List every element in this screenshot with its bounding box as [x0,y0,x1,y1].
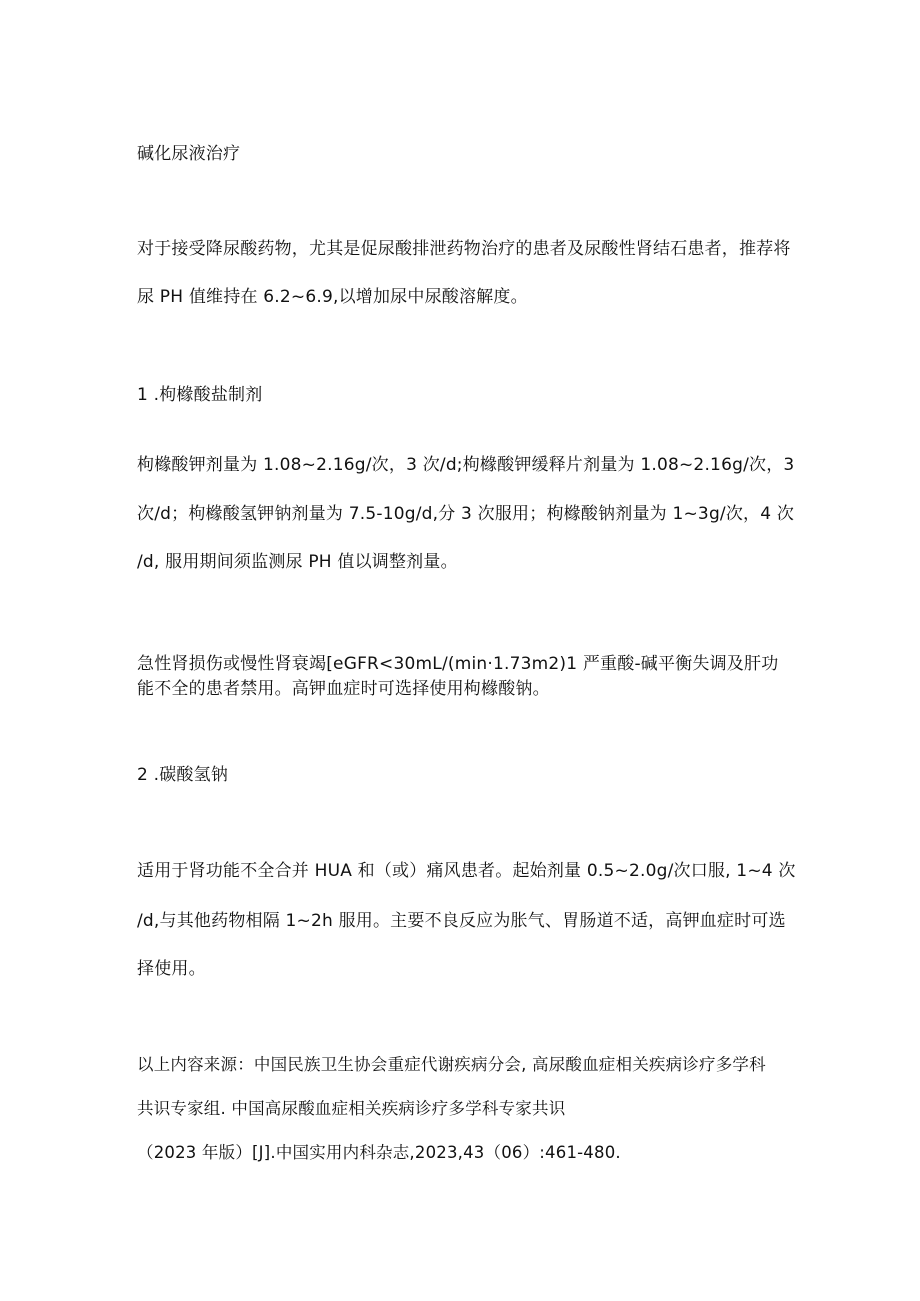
section-1-dosage-line-2: 次/d；枸橼酸氢钾钠剂量为 7.5-10g/d,分 3 次服用；枸橼酸钠剂量为 1~3g/次，4 次 [137,504,795,524]
section-2-body-line-1: 适用于肾功能不全合并 HUA 和（或）痛风患者。起始剂量 0.5~2.0g/次口服, 1~4 次 [137,861,796,881]
section-1-dosage-line-3: /d, 服用期间须监测尿 PH 值以调整剂量。 [137,552,458,572]
document-title: 碱化尿液治疗 [137,144,241,164]
section-1-heading: 1 .枸橼酸盐制剂 [137,385,263,405]
source-line-3: （2023 年版）[J].中国实用内科杂志,2023,43（06）:461-480. [137,1143,621,1162]
section-2-heading: 2 .碳酸氢钠 [137,765,229,785]
section-1-contraindication-line-1: 急性肾损伤或慢性肾衰竭[eGFR<30mL/(min·1.73m2)1 严重酸-碱平衡失调及肝功 [137,654,779,674]
section-1-contraindication-line-2: 能不全的患者禁用。高钾血症时可选择使用枸橼酸钠。 [137,679,550,699]
source-line-1: 以上内容来源：中国民族卫生协会重症代谢疾病分会, 高尿酸血症相关疾病诊疗多学科 [137,1055,766,1074]
source-line-2: 共识专家组. 中国高尿酸血症相关疾病诊疗多学科专家共识 [137,1099,566,1118]
section-2-body-line-3: 择使用。 [137,959,206,979]
intro-line-2: 尿 PH 值维持在 6.2~6.9,以增加尿中尿酸溶解度。 [137,287,528,307]
intro-line-1: 对于接受降尿酸药物，尤其是促尿酸排泄药物治疗的患者及尿酸性肾结石患者，推荐将 [137,239,791,259]
section-1-dosage-line-1: 枸橼酸钾剂量为 1.08~2.16g/次，3 次/d;枸橼酸钾缓释片剂量为 1.08~2.16g/次，3 [137,455,795,475]
section-2-body-line-2: /d,与其他药物相隔 1~2h 服用。主要不良反应为胀气、胃肠道不适，高钾血症时可选 [137,911,786,931]
